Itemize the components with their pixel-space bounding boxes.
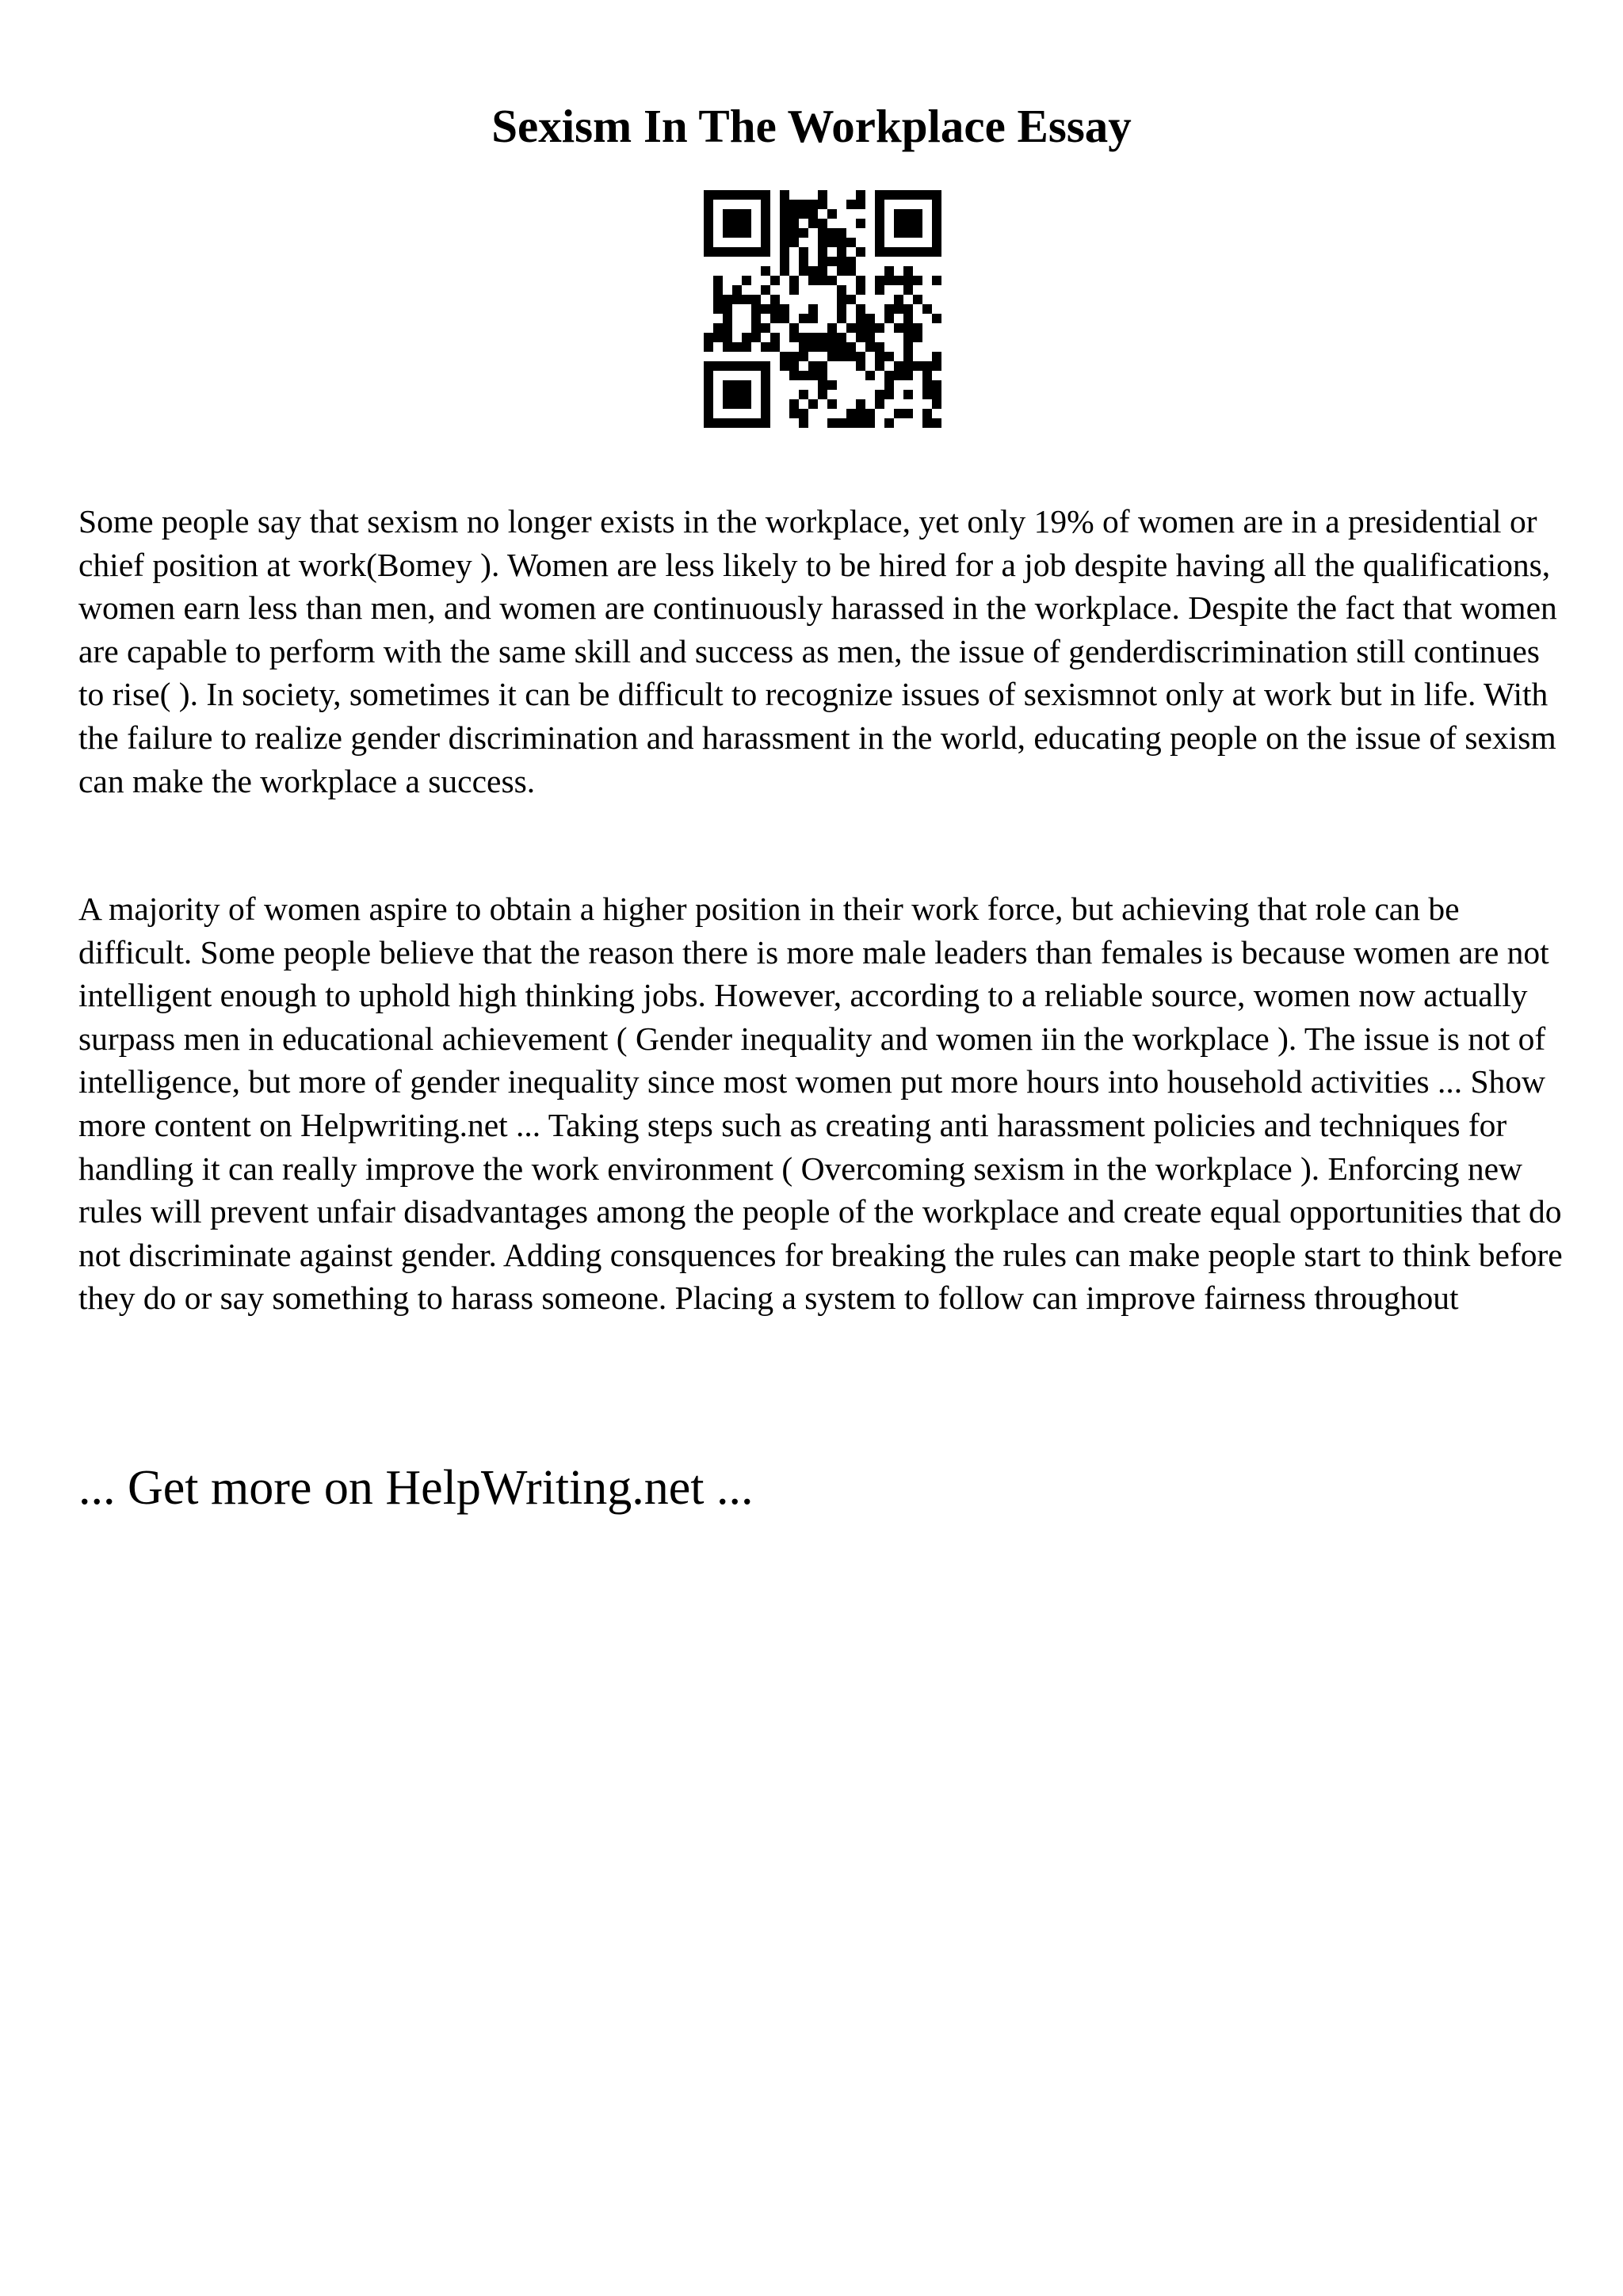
get-more-link[interactable]: ... Get more on HelpWriting.net ... (78, 1461, 754, 1515)
essay-paragraph-2: A majority of women aspire to obtain a higher position in their work force, but achieving that role can be difficult. Some people believe that the reason there is more male leaders than females is because women are not intelligent enough to uphold high thinking jobs. However, according to a reliable source, women now actually surpass men in educational achievement ( Gender inequality and women iin the workplace ). The issue is not of intelligence, but more of gender inequality since most women put more hours into household activities ... Show more content on Helpwriting.net ... Taking steps such as creating anti harassment policies and techniques for handling it can really improve the work environment ( Overcoming sexism in the workplace ). Enforcing new rules will prevent unfair disadvantages among the people of the workplace and create equal opportunities that do not discriminate against gender. Adding consquences for breaking the rules can make people start to think before they do or say something to harass someone. Placing a system to follow can improve fairness throughout (78, 891, 1563, 1317)
qr-code-icon (704, 190, 941, 428)
essay-paragraph-1: Some people say that sexism no longer exists in the workplace, yet only 19% of women are in a presidential or chief position at work(Bomey ). Women are less likely to be hired for a job despite having all the qualifications, women earn less than men, and women are continuously harassed in the workplace. Despite the fact that women are capable to perform with the same skill and success as men, the issue of genderdiscrimination still continues to rise( ). In society, sometimes it can be difficult to recognize issues of sexismnot only at work but in life. With the failure to realize gender discrimination and harassment in the world, educating people on the issue of sexism can make the workplace a success. (78, 503, 1557, 799)
page-title: Sexism In The Workplace Essay (491, 100, 1132, 152)
